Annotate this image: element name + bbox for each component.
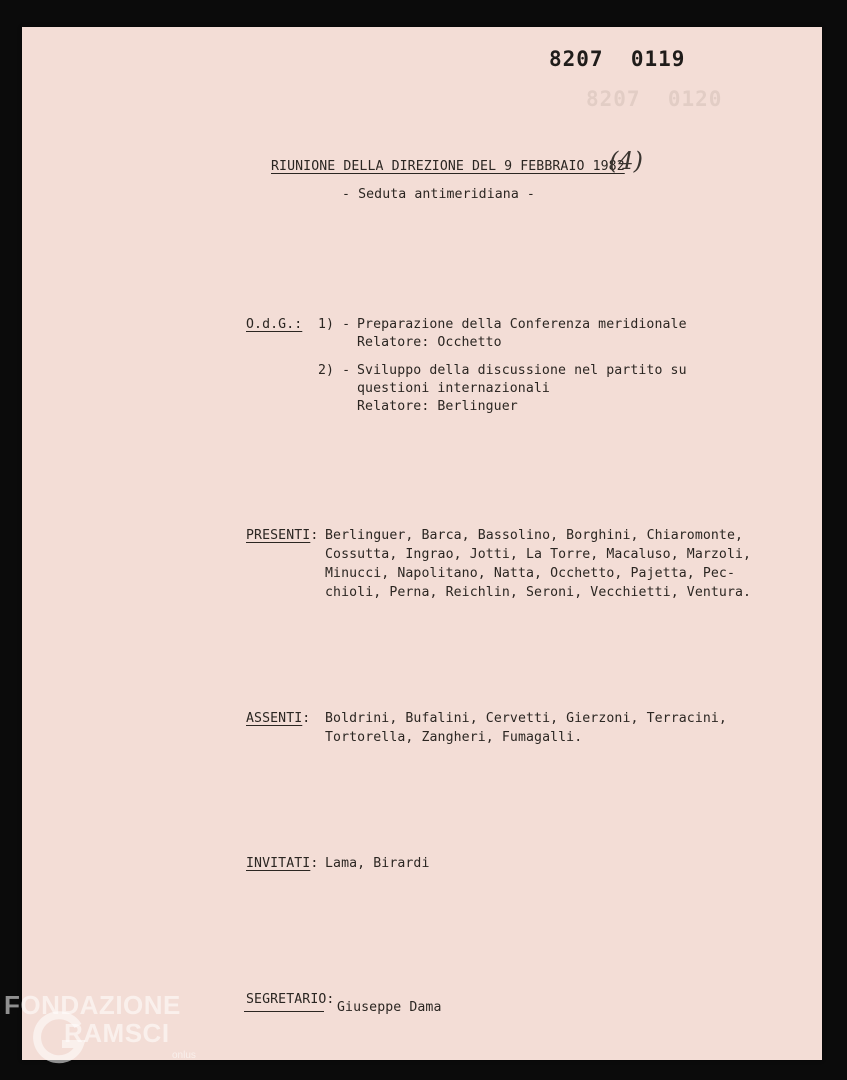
odg-item-2-line-2: questioni internazionali (357, 381, 550, 396)
segretario-label-row: SEGRETARIO: (246, 992, 335, 1007)
presenti-line-3: Minucci, Napolitano, Natta, Occhetto, Pajetta, Pec- (325, 566, 736, 581)
stamp-number-a: 8207 (549, 47, 604, 71)
odg-item-1-line-2: Relatore: Occhetto (357, 335, 502, 350)
odg-item-1-num: 1) - (318, 317, 351, 332)
segretario-label: SEGRETARIO (246, 992, 327, 1007)
invitati-value: Lama, Birardi (325, 856, 430, 871)
odg-item-1-line-1: Preparazione della Conferenza meridionale (357, 317, 687, 332)
segretario-underline (244, 1011, 324, 1012)
bleed-stamp-a: 8207 (586, 87, 641, 111)
presenti-label-row: PRESENTI: (246, 528, 319, 543)
presenti-line-1: Berlinguer, Barca, Bassolino, Borghini, Chiaromonte, (325, 528, 744, 543)
watermark-line-1: FONDAZIONE (4, 990, 181, 1020)
assenti-label-row: ASSENTI: (246, 711, 311, 726)
stamp-number-b: 0119 (630, 47, 686, 71)
bleed-stamp-b: 0120 (667, 87, 723, 111)
assenti-line-2: Tortorella, Zangheri, Fumagalli. (325, 730, 583, 745)
odg-item-2-line-1: Sviluppo della discussione nel partito su (357, 363, 687, 378)
handwritten-number: (4) (609, 147, 643, 175)
watermark-line-2: RAMSCI (64, 1018, 170, 1048)
watermark-line-3: onlus (172, 1050, 196, 1061)
odg-item-2-num: 2) - (318, 363, 351, 378)
assenti-label: ASSENTI (246, 711, 303, 726)
archive-stamp (549, 47, 685, 71)
bleed-stamp (586, 87, 722, 111)
invitati-label-row: INVITATI: (246, 856, 319, 871)
presenti-label: PRESENTI (246, 528, 311, 543)
invitati-label: INVITATI (246, 856, 311, 871)
presenti-line-4: chioli, Perna, Reichlin, Seroni, Vecchietti, Ventura. (325, 585, 752, 600)
document-subtitle: - Seduta antimeridiana - (342, 187, 535, 202)
segretario-value: Giuseppe Dama (337, 1000, 442, 1015)
odg-label: O.d.G.: (246, 317, 303, 332)
document-page (22, 27, 822, 1060)
presenti-line-2: Cossutta, Ingrao, Jotti, La Torre, Macaluso, Marzoli, (325, 547, 752, 562)
odg-item-2-line-3: Relatore: Berlinguer (357, 399, 518, 414)
assenti-line-1: Boldrini, Bufalini, Cervetti, Gierzoni, Terracini, (325, 711, 727, 726)
document-title: RIUNIONE DELLA DIREZIONE DEL 9 FEBBRAIO 1982 (271, 159, 625, 174)
